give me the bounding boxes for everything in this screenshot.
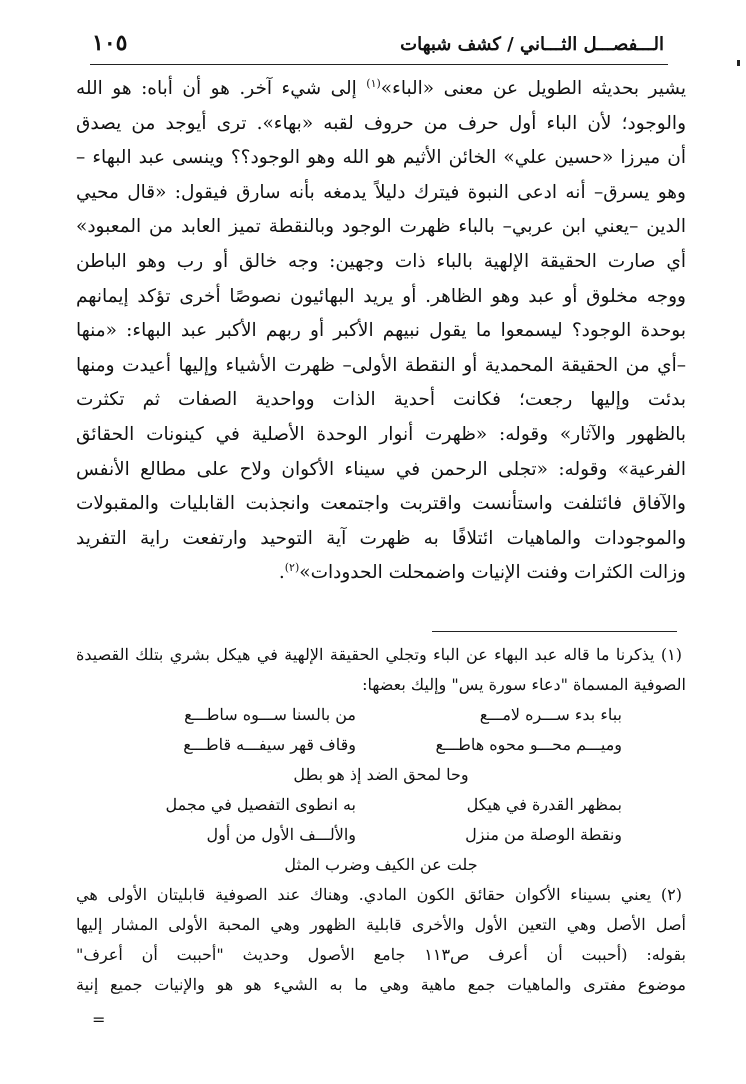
footnote-2-line: أصل الأصل وهي التعين الأول والأخرى قابلية الظهور وهي المحبة الأولى المشار إليها (76, 915, 686, 934)
footnote-separator (432, 631, 677, 632)
text-line: الفرعية» وقوله: «تجلى الرحمن في سيناء الأكوان ولاح على مطالع الأنفس (76, 458, 686, 480)
verse-row (76, 790, 686, 820)
text-line: بدئت وإليها رجعت؛ فكانت أحدية الذات وواحدية الصفات ثم تكثرت (76, 389, 686, 411)
verse-right-hemistich: بمظهر القدرة في هيكل (466, 795, 622, 814)
text-line: –أي من الحقيقة المحمدية أو النقطة الأولى– ظهرت الأشياء وإليها أعيدت ومنها (76, 354, 686, 376)
verse-row (76, 730, 686, 760)
text-line: وزالت الكثرات وفنت الإنيات واضمحلت الحدودات»$^{(٢)}$. (278, 561, 686, 584)
margin-mark (737, 60, 740, 66)
footnote-1-line: (١) يذكرنا ما قاله عبد البهاء عن الباء وتجلي الحقيقة الإلهية في هيكل بشري بتلك القصيدة (76, 645, 682, 664)
page-number: ١٠٥ (92, 30, 128, 56)
verse-left-hemistich: من بالسنا ســـوه ساطـــع (184, 705, 356, 724)
header-rule (90, 64, 668, 65)
verse-left-hemistich: والألـــف الأول من أول (206, 825, 356, 844)
verse-row (76, 850, 686, 880)
text-line: بوحدة الوجود؟ ليسمعوا ما يقول نبيهم الأكبر أو ربهم الأكبر عبد البهاء: «منها (76, 320, 686, 342)
text-line: الدين –يعني ابن عربي– بالباء ظهرت الوجود وبالنقطة تميز العابد من المعبود» (76, 216, 686, 238)
text-line: وهو يسرق– أنه ادعى النبوة فيترك دليلاً يدمغه بأنه سارق فيقول: «قال محيي (76, 181, 686, 203)
verse-left-hemistich: وقاف قهر سيفـــه قاطـــع (183, 735, 356, 754)
text-line: يشير بحديثه الطويل عن معنى «الباء»$^{(١)}$ إلى شيء آخر. هو أن أباه: هو الله (76, 76, 686, 99)
footnote-ref: (١) (366, 76, 381, 90)
text-line: بالظهور والآثار» وقوله: «ظهرت أنوار الوحدة الأصلية في كينونات الحقائق (76, 423, 686, 445)
footnote-2-line: (٢) يعني بسيناء الأكوان حقائق الكون المادي. وهناك عند الصوفية قابليتان الأولى هي (76, 885, 682, 904)
main-text (76, 72, 686, 591)
verse-center: جلت عن الكيف وضرب المثل (284, 855, 478, 874)
text-line: ووجه مخلوق أو عبد وهو الظاهر. أو يريد البهائيون نصوصًا أخرى تؤكد إيمانهم (76, 285, 686, 307)
text-line: أي صارت الحقيقة الإلهية بالباء ذات وجهين: وجه خالق أو رب وهو الباطن (76, 250, 686, 272)
footnote-2-line: بقوله: (أحببت أن أعرف ص١١٣ جامع الأصول وحديث "أحببت أن أعرف" (76, 945, 687, 964)
text-line: والوجود؛ لأن الباء أول حرف من حروف لقبه «بهاء». ترى أيوجد من يصدق (76, 112, 686, 134)
verse-left-hemistich: به انطوى التفصيل في مجمل (165, 795, 356, 814)
page-header (0, 26, 746, 62)
footnote-2-line: موضوع مفترى والماهيات جمع ماهية وهي ما به الشيء هو هو والإنيات جميع إنية (76, 975, 686, 994)
footnote-1-line: الصوفية المسماة "دعاء سورة يس" وإليك بعضها: (362, 675, 686, 694)
verse-row (76, 700, 686, 730)
verse-right-hemistich: بباء بدء ســـره لامـــع (479, 705, 622, 724)
verse-row (76, 820, 686, 850)
footnotes (76, 640, 686, 1000)
text-line: أن ميرزا «حسين علي» الخائن الأثيم هو الله وهو الوجود؟؟ وينسى عبد البهاء – (76, 147, 686, 169)
verse-row (76, 760, 686, 790)
footnote-ref: (٢) (284, 561, 300, 575)
text-line: والآفاق فائتلفت واستأنست واقتربت واجتمعت وانجذبت القابليات والمقبولات (76, 493, 686, 515)
continuation-mark: = (92, 1010, 106, 1029)
text-line: والموجودات والماهيات ائتلافًا به ظهرت آية التوحيد وارتفعت راية التفريد (76, 527, 686, 549)
verse-center: وحا لمحق الضد إذ هو بطل (293, 765, 469, 784)
verse-right-hemistich: وميـــم محـــو محوه هاطـــع (435, 735, 622, 754)
verse-right-hemistich: ونقطة الوصلة من منزل (465, 825, 622, 844)
running-head: الـــفصـــل الثـــاني / كشف شبهات (400, 34, 664, 55)
